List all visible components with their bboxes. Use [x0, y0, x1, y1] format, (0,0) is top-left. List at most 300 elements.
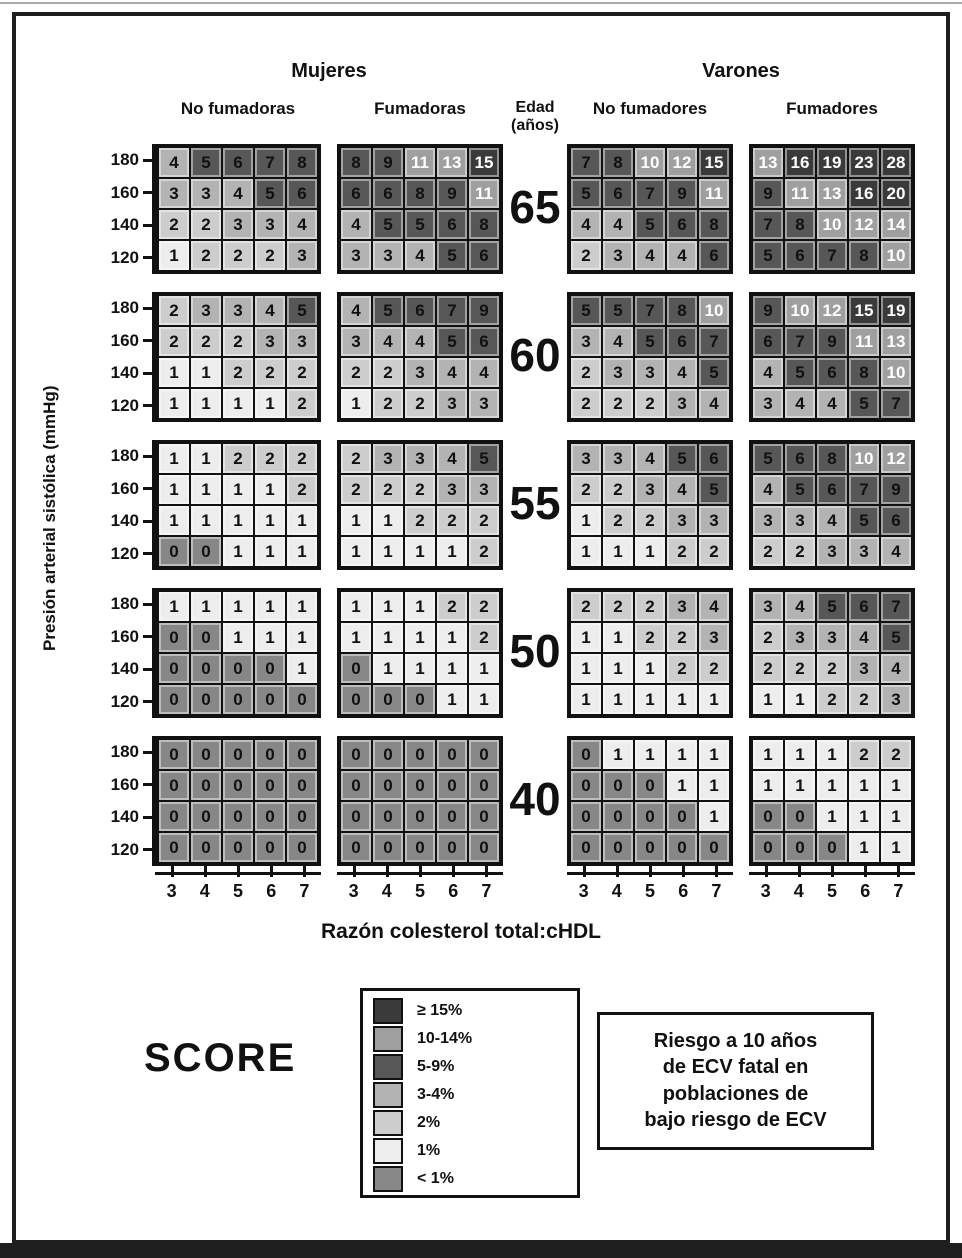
risk-cell: 1: [287, 654, 317, 683]
risk-cell: 0: [405, 685, 435, 714]
legend-item: [373, 1054, 577, 1080]
risk-cell: 7: [881, 389, 911, 418]
risk-cell: 2: [159, 210, 189, 239]
risk-cell: 3: [287, 241, 317, 270]
x-tick-label: 7: [893, 881, 904, 902]
risk-cell: 2: [223, 358, 253, 387]
risk-cell: 0: [571, 740, 601, 769]
risk-cell: 5: [849, 389, 879, 418]
x-tick-label: 7: [299, 881, 310, 902]
risk-cell: 0: [405, 833, 435, 862]
risk-cell: 0: [341, 802, 371, 831]
risk-cell: 5: [785, 358, 815, 387]
risk-cell: 2: [699, 537, 729, 566]
x-tick-label: 3: [166, 881, 177, 902]
y-tick-mark: [143, 848, 152, 851]
spacer: [733, 440, 749, 570]
x-axis-wrap: [337, 872, 503, 902]
risk-cell: 1: [699, 771, 729, 800]
risk-cell: 4: [785, 389, 815, 418]
risk-table: [567, 440, 733, 570]
risk-cell: 5: [255, 179, 285, 208]
legend-label: 2%: [417, 1114, 441, 1131]
risk-cell: 3: [571, 327, 601, 356]
score-grid: [97, 144, 946, 902]
risk-cell: 2: [437, 592, 467, 621]
bottom-rule: [0, 1243, 962, 1258]
risk-cell: 3: [603, 358, 633, 387]
risk-cell: 2: [159, 296, 189, 325]
risk-cell: 0: [159, 740, 189, 769]
age-label: 40: [509, 773, 561, 826]
risk-cell: 6: [373, 179, 403, 208]
y-tick-label: 120: [110, 839, 139, 859]
risk-cell: 11: [405, 148, 435, 177]
y-tick-label: 140: [110, 807, 139, 827]
risk-cell: 2: [255, 444, 285, 473]
y-tick-mark: [143, 751, 152, 754]
risk-cell: 1: [405, 654, 435, 683]
x-tick-label: 6: [448, 881, 459, 902]
age-label: 65: [509, 181, 561, 234]
risk-cell: 0: [817, 833, 847, 862]
info-line-2: de ECV fatal en: [662, 1056, 809, 1079]
risk-cell: 4: [341, 210, 371, 239]
y-tick-label: 140: [110, 215, 139, 235]
risk-cell: 28: [881, 148, 911, 177]
risk-cell: 0: [223, 771, 253, 800]
risk-cell: 10: [849, 444, 879, 473]
y-tick-row: [97, 511, 152, 531]
risk-cell: 2: [373, 475, 403, 504]
risk-cell: 3: [437, 475, 467, 504]
risk-cell: 3: [571, 444, 601, 473]
risk-cell: 0: [191, 740, 221, 769]
risk-cell: 16: [849, 179, 879, 208]
risk-legend: [360, 988, 580, 1198]
risk-cell: 6: [817, 475, 847, 504]
y-tick-mark: [143, 159, 152, 162]
risk-cell: 1: [571, 654, 601, 683]
x-tick-label: 5: [232, 881, 243, 902]
risk-cell: 15: [849, 296, 879, 325]
risk-cell: 1: [437, 537, 467, 566]
risk-cell: 0: [667, 833, 697, 862]
x-tick-labels: [749, 881, 915, 902]
risk-cell: 1: [635, 537, 665, 566]
risk-cell: 0: [785, 802, 815, 831]
risk-cell: 3: [699, 623, 729, 652]
risk-cell: 6: [849, 592, 879, 621]
risk-cell: 1: [159, 506, 189, 535]
risk-cell: 1: [405, 592, 435, 621]
risk-cell: 1: [753, 771, 783, 800]
risk-cell: 0: [341, 740, 371, 769]
risk-cell: 1: [159, 389, 189, 418]
risk-cell: 2: [667, 654, 697, 683]
risk-cell: 9: [437, 179, 467, 208]
risk-cell: 4: [373, 327, 403, 356]
y-tick-label: 160: [110, 478, 139, 498]
risk-cell: 5: [635, 210, 665, 239]
risk-cell: 6: [785, 444, 815, 473]
age-header-line2: (años): [511, 116, 559, 134]
risk-cell: 1: [849, 802, 879, 831]
risk-cell: 0: [255, 654, 285, 683]
risk-cell: 0: [405, 740, 435, 769]
risk-cell: 6: [469, 327, 499, 356]
y-tick-row: [97, 659, 152, 679]
risk-cell: 1: [753, 685, 783, 714]
risk-cell: 0: [341, 685, 371, 714]
risk-cell: 2: [635, 592, 665, 621]
y-axis: [97, 292, 155, 422]
y-tick-label: 160: [110, 182, 139, 202]
risk-cell: 1: [223, 506, 253, 535]
risk-cell: 1: [753, 740, 783, 769]
x-tick-mark: [682, 865, 685, 877]
risk-cell: 2: [571, 358, 601, 387]
risk-cell: 6: [667, 327, 697, 356]
x-axis-wrap: [155, 872, 321, 902]
risk-cell: 3: [255, 327, 285, 356]
risk-cell: 4: [603, 327, 633, 356]
risk-cell: 1: [785, 685, 815, 714]
spacer: [321, 736, 337, 866]
y-tick-label: 180: [110, 446, 139, 466]
y-tick-row: [97, 775, 152, 795]
risk-cell: 1: [373, 506, 403, 535]
risk-cell: 2: [817, 685, 847, 714]
risk-cell: 3: [341, 241, 371, 270]
risk-cell: 6: [603, 179, 633, 208]
x-tick-mark: [798, 865, 801, 877]
risk-cell: 1: [603, 685, 633, 714]
risk-cell: 1: [191, 592, 221, 621]
x-tick-mark: [897, 865, 900, 877]
x-tick-mark: [616, 865, 619, 877]
risk-cell: 11: [699, 179, 729, 208]
y-tick-row: [97, 807, 152, 827]
risk-cell: 1: [571, 685, 601, 714]
risk-cell: 0: [469, 740, 499, 769]
risk-cell: 1: [817, 802, 847, 831]
x-tick-label: 4: [793, 881, 804, 902]
risk-table: [337, 292, 503, 422]
legend-item: [373, 1026, 577, 1052]
y-tick-mark: [143, 635, 152, 638]
risk-cell: 2: [753, 623, 783, 652]
risk-cell: 6: [405, 296, 435, 325]
risk-cell: 0: [373, 740, 403, 769]
risk-cell: 2: [405, 389, 435, 418]
risk-cell: 2: [635, 389, 665, 418]
risk-cell: 2: [469, 592, 499, 621]
risk-cell: 6: [667, 210, 697, 239]
legend-item: [373, 1082, 577, 1108]
header-men-nonsmokers: No fumadores: [592, 99, 708, 118]
legend-swatch: [373, 998, 403, 1024]
x-tick-mark: [237, 865, 240, 877]
risk-cell: 10: [699, 296, 729, 325]
risk-table: [337, 144, 503, 274]
risk-cell: 2: [469, 537, 499, 566]
risk-cell: 16: [785, 148, 815, 177]
risk-cell: 4: [223, 179, 253, 208]
legend-swatch: [373, 1166, 403, 1192]
risk-cell: 12: [667, 148, 697, 177]
risk-cell: 2: [191, 241, 221, 270]
risk-cell: 3: [191, 179, 221, 208]
risk-cell: 1: [341, 537, 371, 566]
risk-cell: 2: [287, 358, 317, 387]
risk-cell: 1: [571, 623, 601, 652]
risk-cell: 12: [881, 444, 911, 473]
risk-cell: 9: [753, 296, 783, 325]
risk-cell: 7: [817, 241, 847, 270]
x-tick-mark: [386, 865, 389, 877]
y-tick-row: [97, 742, 152, 762]
y-tick-row: [97, 248, 152, 268]
risk-cell: 3: [667, 506, 697, 535]
risk-cell: 9: [753, 179, 783, 208]
y-tick-row: [97, 150, 152, 170]
risk-cell: 1: [223, 623, 253, 652]
y-tick-mark: [143, 816, 152, 819]
risk-cell: 14: [881, 210, 911, 239]
risk-cell: 5: [571, 296, 601, 325]
risk-cell: 10: [881, 358, 911, 387]
risk-cell: 4: [849, 623, 879, 652]
risk-cell: 9: [469, 296, 499, 325]
risk-cell: 7: [571, 148, 601, 177]
risk-cell: 0: [469, 802, 499, 831]
x-tick-label: 6: [860, 881, 871, 902]
risk-cell: 3: [849, 654, 879, 683]
risk-cell: 8: [603, 148, 633, 177]
x-tick-mark: [583, 865, 586, 877]
x-tick-label: 4: [199, 881, 210, 902]
risk-cell: 1: [341, 389, 371, 418]
risk-cell: 1: [191, 358, 221, 387]
risk-cell: 0: [287, 833, 317, 862]
legend-label: 10-14%: [417, 1030, 473, 1047]
risk-cell: 0: [191, 623, 221, 652]
y-tick-label: 120: [110, 543, 139, 563]
y-tick-row: [97, 446, 152, 466]
legend-label: 5-9%: [417, 1058, 455, 1075]
y-tick-mark: [143, 372, 152, 375]
risk-cell: 0: [223, 802, 253, 831]
y-tick-mark: [143, 520, 152, 523]
risk-cell: 0: [191, 833, 221, 862]
risk-cell: 9: [667, 179, 697, 208]
risk-cell: 0: [223, 654, 253, 683]
risk-cell: 0: [571, 802, 601, 831]
risk-table: [567, 144, 733, 274]
y-tick-row: [97, 183, 152, 203]
risk-cell: 6: [287, 179, 317, 208]
risk-cell: 5: [753, 444, 783, 473]
risk-table: [749, 588, 915, 718]
risk-cell: 5: [699, 358, 729, 387]
x-tick-mark: [715, 865, 718, 877]
y-tick-mark: [143, 487, 152, 490]
risk-cell: 8: [469, 210, 499, 239]
x-tick-label: 5: [414, 881, 425, 902]
risk-cell: 0: [571, 833, 601, 862]
risk-cell: 3: [469, 475, 499, 504]
risk-cell: 3: [785, 506, 815, 535]
y-tick-mark: [143, 455, 152, 458]
risk-cell: 9: [881, 475, 911, 504]
risk-cell: 8: [287, 148, 317, 177]
risk-cell: 0: [469, 833, 499, 862]
spacer: [503, 884, 567, 902]
risk-cell: 3: [287, 327, 317, 356]
risk-cell: 2: [191, 210, 221, 239]
risk-cell: 3: [667, 389, 697, 418]
y-tick-mark: [143, 783, 152, 786]
risk-cell: 0: [255, 771, 285, 800]
spacer: [733, 144, 749, 274]
x-tick-label: 3: [578, 881, 589, 902]
risk-cell: 6: [881, 506, 911, 535]
risk-cell: 0: [469, 771, 499, 800]
risk-cell: 2: [635, 623, 665, 652]
x-tick-labels: [337, 881, 503, 902]
x-tick-labels: [155, 881, 321, 902]
risk-cell: 4: [635, 444, 665, 473]
risk-cell: 10: [785, 296, 815, 325]
risk-cell: 4: [785, 592, 815, 621]
risk-cell: 0: [255, 685, 285, 714]
risk-cell: 7: [881, 592, 911, 621]
risk-cell: 2: [753, 654, 783, 683]
x-tick-mark: [831, 865, 834, 877]
risk-cell: 4: [667, 358, 697, 387]
spacer: [97, 884, 155, 902]
risk-cell: 2: [287, 444, 317, 473]
y-tick-row: [97, 331, 152, 351]
risk-cell: 2: [667, 623, 697, 652]
risk-cell: 3: [817, 537, 847, 566]
risk-cell: 1: [255, 475, 285, 504]
x-axis-wrap: [567, 872, 733, 902]
risk-cell: 0: [287, 685, 317, 714]
y-tick-row: [97, 363, 152, 383]
y-tick-row: [97, 627, 152, 647]
risk-cell: 8: [849, 358, 879, 387]
risk-cell: 9: [817, 327, 847, 356]
risk-cell: 0: [159, 537, 189, 566]
y-tick-mark: [143, 668, 152, 671]
risk-cell: 1: [437, 654, 467, 683]
risk-cell: 4: [341, 296, 371, 325]
y-tick-label: 160: [110, 330, 139, 350]
risk-cell: 5: [437, 327, 467, 356]
risk-cell: 0: [571, 771, 601, 800]
risk-cell: 0: [603, 802, 633, 831]
risk-cell: 8: [849, 241, 879, 270]
risk-cell: 5: [373, 296, 403, 325]
risk-cell: 1: [603, 740, 633, 769]
risk-cell: 7: [753, 210, 783, 239]
risk-cell: 0: [667, 802, 697, 831]
risk-cell: 3: [699, 506, 729, 535]
x-tick-mark: [204, 865, 207, 877]
risk-cell: 5: [287, 296, 317, 325]
risk-cell: 1: [667, 685, 697, 714]
risk-cell: 1: [287, 537, 317, 566]
x-tick-label: 3: [760, 881, 771, 902]
risk-cell: 1: [603, 537, 633, 566]
risk-cell: 10: [635, 148, 665, 177]
risk-table: [567, 292, 733, 422]
risk-cell: 1: [817, 740, 847, 769]
risk-cell: 1: [255, 389, 285, 418]
risk-cell: 1: [405, 623, 435, 652]
risk-cell: 23: [849, 148, 879, 177]
risk-cell: 15: [469, 148, 499, 177]
y-tick-label: 180: [110, 742, 139, 762]
risk-cell: 1: [191, 506, 221, 535]
risk-cell: 5: [753, 241, 783, 270]
risk-cell: 2: [223, 444, 253, 473]
y-tick-label: 140: [110, 511, 139, 531]
risk-cell: 1: [571, 537, 601, 566]
header-women-nonsmokers: No fumadoras: [180, 99, 296, 118]
legend-swatch: [373, 1026, 403, 1052]
risk-cell: 3: [255, 210, 285, 239]
risk-cell: 2: [603, 389, 633, 418]
risk-cell: 0: [405, 771, 435, 800]
risk-cell: 7: [849, 475, 879, 504]
x-axis-title: Razón colesterol total:cHDL: [320, 920, 602, 943]
x-axis: [337, 872, 503, 877]
x-tick-mark: [485, 865, 488, 877]
x-tick-labels: [567, 881, 733, 902]
risk-cell: 7: [437, 296, 467, 325]
risk-cell: 0: [373, 771, 403, 800]
risk-cell: 3: [753, 592, 783, 621]
risk-cell: 1: [223, 389, 253, 418]
risk-cell: 0: [635, 771, 665, 800]
risk-cell: 1: [373, 537, 403, 566]
legend-item: [373, 998, 577, 1024]
risk-cell: 3: [191, 296, 221, 325]
risk-cell: 2: [785, 537, 815, 566]
risk-cell: 0: [191, 537, 221, 566]
risk-cell: 5: [667, 444, 697, 473]
spacer: [321, 884, 337, 902]
risk-cell: 7: [635, 296, 665, 325]
risk-cell: 5: [881, 623, 911, 652]
y-tick-mark: [143, 307, 152, 310]
x-tick-mark: [353, 865, 356, 877]
risk-cell: 0: [191, 802, 221, 831]
x-tick-label: 3: [348, 881, 359, 902]
risk-cell: 3: [603, 444, 633, 473]
risk-cell: 0: [785, 833, 815, 862]
y-tick-mark: [143, 256, 152, 259]
risk-cell: 0: [287, 802, 317, 831]
risk-cell: 0: [437, 740, 467, 769]
risk-cell: 7: [635, 179, 665, 208]
risk-cell: 1: [341, 592, 371, 621]
risk-cell: 0: [159, 685, 189, 714]
risk-cell: 3: [405, 444, 435, 473]
